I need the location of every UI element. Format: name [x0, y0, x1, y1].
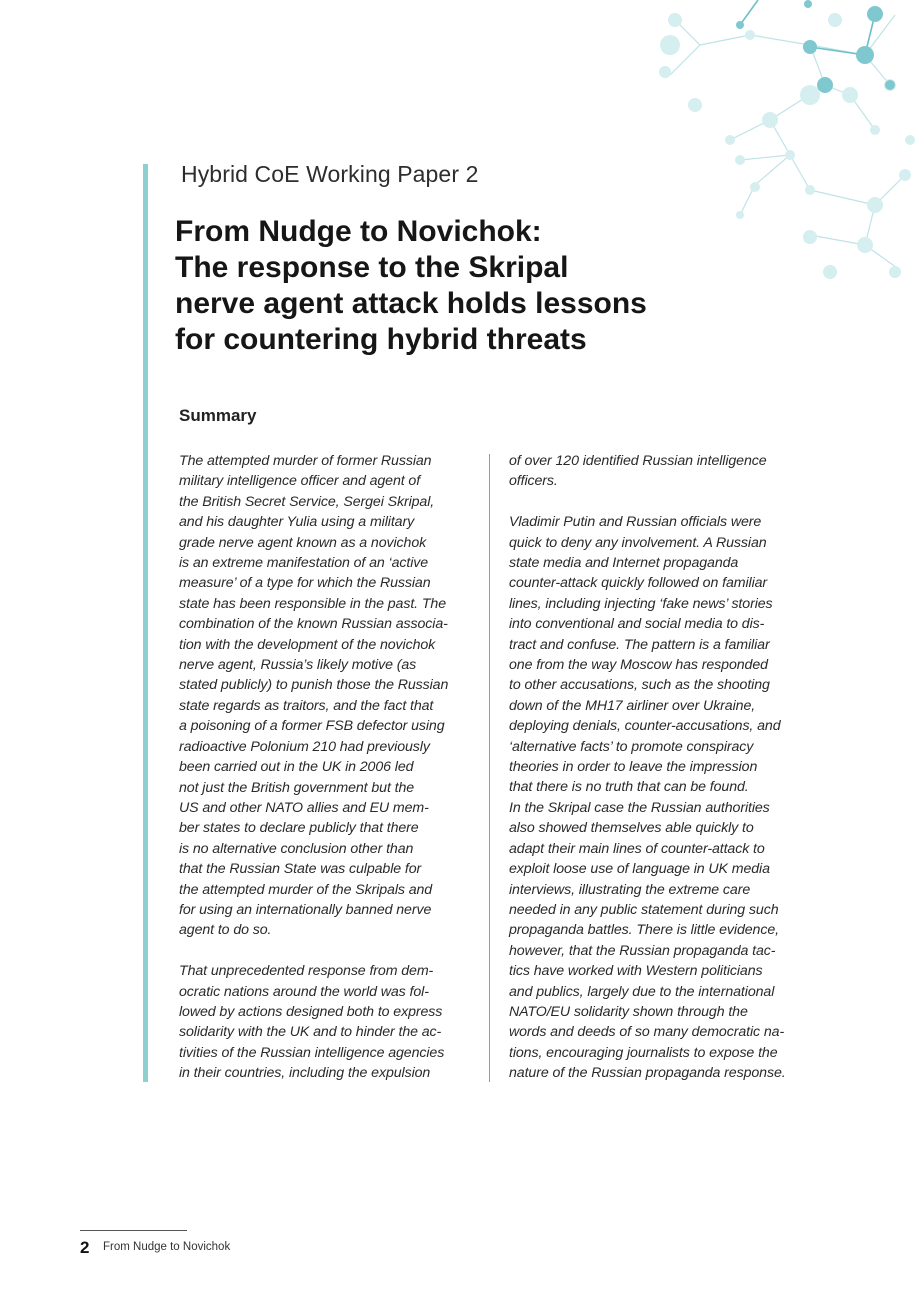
text-line: Vladimir Putin and Russian officials were — [509, 514, 762, 531]
text-line: tivities of the Russian intelligence agencies — [179, 1044, 445, 1061]
text-line: down of the MH17 airliner over Ukraine, — [509, 697, 756, 714]
text-line: state media and Internet propaganda — [509, 555, 739, 572]
page-title — [175, 214, 675, 358]
text-line: interviews, illustrating the extreme care — [509, 881, 751, 898]
molecule-network-graphic — [640, 0, 920, 300]
text-line: ber states to declare publicly that there — [179, 820, 419, 837]
summary-paragraph — [509, 512, 804, 1083]
text-line: and publics, largely due to the international — [509, 983, 775, 1000]
text-line: radioactive Polonium 210 had previously — [179, 738, 430, 755]
text-line: ‘alternative facts’ to promote conspiracy — [509, 738, 754, 755]
text-line: been carried out in the UK in 2006 led — [179, 759, 414, 776]
text-line: a poisoning of a former FSB defector using — [179, 718, 445, 735]
text-line: propaganda battles. There is little evidence, — [509, 922, 779, 939]
summary-column-right — [509, 451, 804, 1084]
text-line: ocratic nations around the world was fol- — [179, 983, 429, 1000]
text-line: state has been responsible in the past. The — [179, 595, 447, 612]
text-line: US and other NATO allies and EU mem- — [179, 799, 429, 816]
title-line: nerve agent attack holds lessons — [175, 287, 647, 320]
column-divider — [489, 454, 490, 1082]
text-line: is an extreme manifestation of an ‘active — [179, 555, 429, 572]
title-line: for countering hybrid threats — [175, 323, 587, 356]
text-line: tion with the development of the novichok — [179, 636, 436, 653]
text-line: combination of the known Russian associa- — [179, 616, 448, 633]
text-line: The attempted murder of former Russian — [179, 453, 432, 469]
text-line: deploying denials, counter-accusations, and — [509, 718, 781, 735]
text-line: counter-attack quickly followed on familiar — [509, 575, 768, 592]
summary-paragraph — [179, 451, 474, 941]
text-line: that the Russian State was culpable for — [179, 861, 422, 878]
text-line: nerve agent, Russia’s likely motive (as — [179, 657, 417, 674]
text-line: in their countries, including the expulsion — [179, 1065, 431, 1082]
text-line: That unprecedented response from dem- — [179, 963, 434, 980]
text-line: military intelligence officer and agent of — [179, 473, 421, 490]
text-line: theories in order to leave the impression — [509, 759, 758, 776]
text-line: is no alternative conclusion other than — [179, 840, 414, 857]
summary-paragraph — [179, 961, 474, 1083]
text-line: words and deeds of so many democratic na- — [509, 1024, 785, 1041]
text-line: the attempted murder of the Skripals and — [179, 881, 433, 898]
text-line: into conventional and social media to dis- — [509, 616, 765, 633]
summary-heading: Summary — [179, 406, 257, 425]
accent-bar — [143, 164, 148, 1082]
text-line: and his daughter Yulia using a military — [179, 514, 415, 531]
text-line: agent to do so. — [179, 922, 272, 939]
footer-rule — [80, 1230, 187, 1231]
text-line: adapt their main lines of counter-attack to — [509, 840, 765, 857]
text-line: In the Skripal case the Russian authorities — [509, 799, 770, 816]
text-line: officers. — [509, 473, 558, 490]
text-line: lowed by actions designed both to express — [179, 1003, 443, 1020]
title-line: The response to the Skripal — [175, 251, 569, 284]
text-line: to other accusations, such as the shooting — [509, 677, 770, 694]
text-line: one from the way Moscow has responded — [509, 657, 768, 674]
text-line: needed in any public statement during such — [509, 901, 779, 918]
summary-column-left — [179, 451, 474, 1084]
text-line: solidarity with the UK and to hinder the ac- — [179, 1024, 442, 1041]
text-line: for using an internationally banned nerve — [179, 901, 432, 918]
text-line: also showed themselves able quickly to — [509, 820, 754, 837]
text-line: nature of the Russian propaganda response. — [509, 1065, 786, 1082]
text-line: that there is no truth that can be found. — [509, 779, 749, 796]
text-line: grade nerve agent known as a novichok — [179, 534, 427, 551]
text-line: tract and confuse. The pattern is a familiar — [509, 636, 770, 653]
text-line: of over 120 identified Russian intelligence — [509, 453, 767, 469]
text-line: exploit loose use of language in UK media — [509, 861, 770, 878]
running-title: From Nudge to Novichok — [103, 1241, 231, 1253]
page-number: 2 — [80, 1238, 90, 1257]
text-line: not just the British government but the — [179, 779, 415, 796]
title-line: From Nudge to Novichok: — [175, 215, 542, 248]
text-line: NATO/EU solidarity shown through the — [509, 1003, 748, 1020]
text-line: stated publicly) to punish those the Russian — [179, 677, 449, 694]
text-line: lines, including injecting ‘fake news’ stories — [509, 595, 773, 612]
summary-paragraph — [509, 451, 804, 492]
text-line: the British Secret Service, Sergei Skripal, — [179, 493, 435, 510]
text-line: state regards as traitors, and the fact that — [179, 697, 434, 714]
text-line: tions, encouraging journalists to expose the — [509, 1044, 778, 1061]
text-line: quick to deny any involvement. A Russian — [509, 534, 767, 551]
series-label: Hybrid CoE Working Paper 2 — [181, 161, 479, 187]
text-line: however, that the Russian propaganda tac- — [509, 942, 776, 959]
text-line: tics have worked with Western politicians — [509, 963, 763, 980]
text-line: measure’ of a type for which the Russian — [179, 575, 431, 592]
